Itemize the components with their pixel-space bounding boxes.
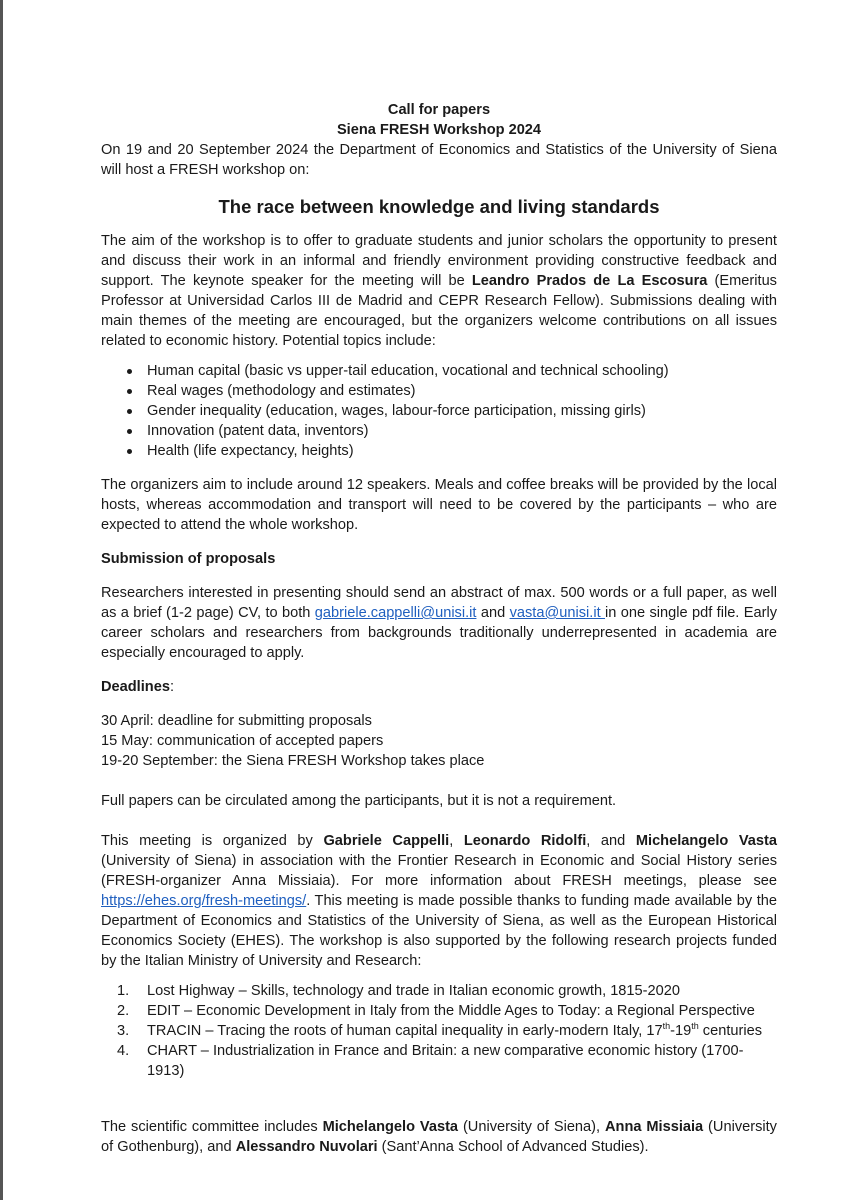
separator: , and	[586, 833, 636, 849]
committee-name-1: Michelangelo Vasta	[322, 1119, 459, 1135]
page-edge	[0, 0, 3, 1200]
email-link-vasta[interactable]: vasta@unisi.it	[509, 605, 606, 621]
list-item	[101, 381, 777, 401]
bullet-icon	[127, 369, 132, 374]
deadline-item: 19-20 September: the Siena FRESH Workshop takes place	[101, 753, 485, 769]
list-item	[101, 421, 777, 441]
topic-text: Human capital (basic vs upper-tail education, vocational and technical schooling)	[147, 363, 669, 379]
list-item	[101, 1001, 777, 1021]
submission-text-1: Researchers interested in presenting should send an abstract of max. 500 words or a full paper, as well as a brief (1-2 page) CV, to both	[101, 585, 777, 621]
list-number: 3.	[117, 1023, 130, 1039]
submission-paragraph	[101, 583, 777, 663]
topic-text: Gender inequality (education, wages, labour-force participation, missing girls)	[147, 403, 646, 419]
fresh-meetings-link[interactable]: https://ehes.org/fresh-meetings/	[101, 893, 307, 909]
deadlines-heading: Deadlines	[101, 679, 170, 695]
list-item	[101, 1041, 777, 1081]
topic-text: Innovation (patent data, inventors)	[147, 423, 369, 439]
submission-text-3: in one single pdf file. Early career scholars and researchers from backgrounds traditionally underrepresented in academia are especially encouraged to apply.	[101, 605, 777, 661]
deadline-item: 30 April: deadline for submitting proposals	[101, 713, 372, 729]
organized-text-3: . This meeting is made possible thanks to funding made available by the Department of Economics and Statistics of the University of Siena, as well as the European Historical Economics Society (EHES). The workshop is also supported by the following research projects funded by the Italian Ministry of University and Research:	[101, 893, 777, 969]
projects-list	[101, 981, 777, 1081]
superscript: th	[662, 1021, 671, 1032]
list-item	[101, 441, 777, 461]
document-page	[101, 100, 777, 1157]
committee-name-2: Anna Missiaia	[604, 1119, 704, 1135]
committee-affiliation: (University of Siena),	[458, 1119, 605, 1135]
organized-text-1: This meeting is organized by	[101, 833, 324, 849]
topic-text: Real wages (methodology and estimates)	[147, 383, 416, 399]
committee-affiliation: (University of Gothenburg), and	[101, 1119, 777, 1155]
list-item	[101, 1021, 777, 1041]
topics-list	[101, 361, 777, 461]
committee-affiliation: (Sant’Anna School of Advanced Studies).	[377, 1139, 649, 1155]
committee-paragraph	[101, 1117, 777, 1157]
aim-text-1: The aim of the workshop is to offer to graduate students and junior scholars the opportunity to present and discuss their work in an informal and friendly environment providing constructive feedback and support. The keynote speaker for the meeting will be	[101, 233, 777, 289]
intro-paragraph: On 19 and 20 September 2024 the Department of Economics and Statistics of the University of Siena will host a FRESH workshop on:	[101, 142, 777, 178]
list-number: 4.	[117, 1043, 130, 1059]
committee-text: The scientific committee includes	[101, 1119, 323, 1135]
workshop-name: Siena FRESH Workshop 2024	[336, 122, 542, 138]
organizer-name-3: Michelangelo Vasta	[635, 833, 778, 849]
list-item	[101, 361, 777, 381]
list-item	[101, 981, 777, 1001]
aim-text-2: (Emeritus Professor at Universidad Carlos III de Madrid and CEPR Research Fellow). Submissions dealing with main themes of the meeting are encouraged, but the organizers welcome contributions on all issues related to economic history. Potential topics include:	[101, 273, 777, 349]
list-number: 1.	[117, 983, 130, 999]
topic-text: Health (life expectancy, heights)	[147, 443, 354, 459]
keynote-speaker: Leandro Prados de La Escosura	[471, 273, 708, 289]
organizer-name-2: Leonardo Ridolfi	[463, 833, 587, 849]
aim-paragraph	[101, 231, 777, 351]
project-text: centuries	[698, 1023, 763, 1039]
separator: ,	[449, 833, 464, 849]
workshop-title: The race between knowledge and living standards	[218, 196, 660, 217]
deadlines-heading-line	[101, 677, 777, 697]
project-text: TRACIN – Tracing the roots of human capital inequality in early-modern Italy, 17	[147, 1023, 663, 1039]
email-link-cappelli[interactable]: gabriele.cappelli@unisi.it	[314, 605, 477, 621]
deadlines-list	[101, 711, 777, 771]
project-text: Lost Highway – Skills, technology and trade in Italian economic growth, 1815-2020	[147, 983, 680, 999]
bullet-icon	[127, 429, 132, 434]
project-text: EDIT – Economic Development in Italy from the Middle Ages to Today: a Regional Perspective	[147, 1003, 755, 1019]
deadline-item: 15 May: communication of accepted papers	[101, 733, 384, 749]
organized-paragraph	[101, 831, 777, 971]
bullet-icon	[127, 389, 132, 394]
list-item	[101, 401, 777, 421]
organizers-paragraph: The organizers aim to include around 12 speakers. Meals and coffee breaks will be provided by the local hosts, whereas accommodation and transport will need to be covered by the participants – who are expected to attend the whole workshop.	[101, 477, 777, 533]
submission-heading: Submission of proposals	[101, 551, 276, 567]
list-number: 2.	[117, 1003, 130, 1019]
organized-text-2: (University of Siena) in association with the Frontier Research in Economic and Social History series (FRESH-organizer Anna Missiaia). For more information about FRESH meetings, please see	[101, 853, 777, 889]
bullet-icon	[127, 409, 132, 414]
deadlines-colon: :	[169, 679, 175, 695]
project-text: CHART – Industrialization in France and Britain: a new comparative economic history (1700-1913)	[147, 1043, 744, 1079]
committee-name-3: Alessandro Nuvolari	[235, 1139, 378, 1155]
full-papers-note: Full papers can be circulated among the participants, but it is not a requirement.	[101, 793, 617, 809]
bullet-icon	[127, 449, 132, 454]
project-text: -19	[670, 1023, 692, 1039]
call-for-papers-label: Call for papers	[387, 102, 491, 118]
organizer-name-1: Gabriele Cappelli	[323, 833, 450, 849]
superscript: th	[691, 1021, 699, 1032]
submission-text-2: and	[476, 605, 510, 621]
